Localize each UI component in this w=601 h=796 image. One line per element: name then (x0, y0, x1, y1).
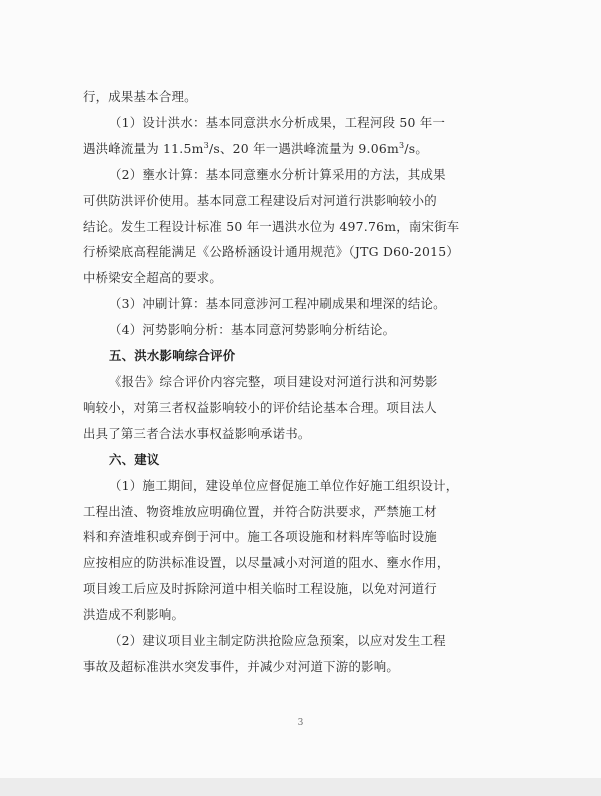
text-line: （1）设计洪水：基本同意洪水分析成果，工程河段 50 年一 (109, 114, 446, 130)
text-line: 行桥梁底高程能满足《公路桥涵设计通用规范》（JTG D60-2015） (83, 244, 460, 260)
superscript: 3 (399, 140, 405, 150)
text-line: （2）壅水计算：基本同意壅水分析计算采用的方法，其成果 (109, 166, 446, 182)
text-line: 料和弃渣堆积或弃倒于河中。施工各项设施和材料库等临时设施 (83, 529, 437, 545)
text-run: /s、20 年一遇洪峰流量为 9.06m (208, 140, 399, 156)
page-number: 3 (297, 718, 304, 728)
text-line: （4）河势影响分析：基本同意河势影响分析结论。 (109, 322, 396, 338)
text-line (83, 136, 519, 162)
text-run: 遇洪峰流量为 11.5m (83, 140, 204, 156)
text-line: 响较小，对第三者权益影响较小的评价结论基本合理。项目法人 (83, 399, 437, 415)
document-body (83, 84, 519, 680)
text-line: （3）冲刷计算：基本同意涉河工程冲刷成果和埋深的结论。 (109, 296, 446, 312)
text-line: （2）建议项目业主制定防洪抢险应急预案，以应对发生工程 (109, 633, 446, 649)
text-line: （1）施工期间，建设单位应督促施工单位作好施工组织设计， (109, 477, 459, 493)
text-line: 行，成果基本合理。 (83, 89, 197, 104)
text-line: 工程出渣、物资堆放应明确位置，并符合防洪要求，严禁施工材 (83, 503, 437, 519)
text-line: 洪造成不利影响。 (83, 607, 185, 623)
text-line: 事故及超标准洪水突发事件，并减少对河道下游的影响。 (83, 658, 400, 674)
bottom-border (0, 778, 601, 796)
text-line: 项目竣工后应及时拆除河道中相关临时工程设施，以免对河道行 (83, 581, 437, 597)
text-line: 《报告》综合评价内容完整，项目建设对河道行洪和河势影 (109, 373, 438, 389)
text-run: /s。 (404, 140, 429, 156)
text-line: 结论。发生工程设计标准 50 年一遇洪水位为 497.76m，南宋街车 (83, 218, 460, 234)
text-line: 可供防洪评价使用。基本同意工程建设后对河道行洪影响较小的 (83, 192, 437, 208)
text-line: 应按相应的防洪标准设置，以尽量减小对河道的阻水、壅水作用， (83, 555, 450, 571)
text-line: 出具了第三者合法水事权益影响承诺书。 (83, 425, 311, 441)
section-heading: 五、洪水影响综合评价 (109, 348, 236, 364)
superscript: 3 (203, 140, 209, 150)
section-heading: 六、建议 (109, 451, 160, 467)
text-line: 中桥梁安全超高的要求。 (83, 270, 223, 286)
